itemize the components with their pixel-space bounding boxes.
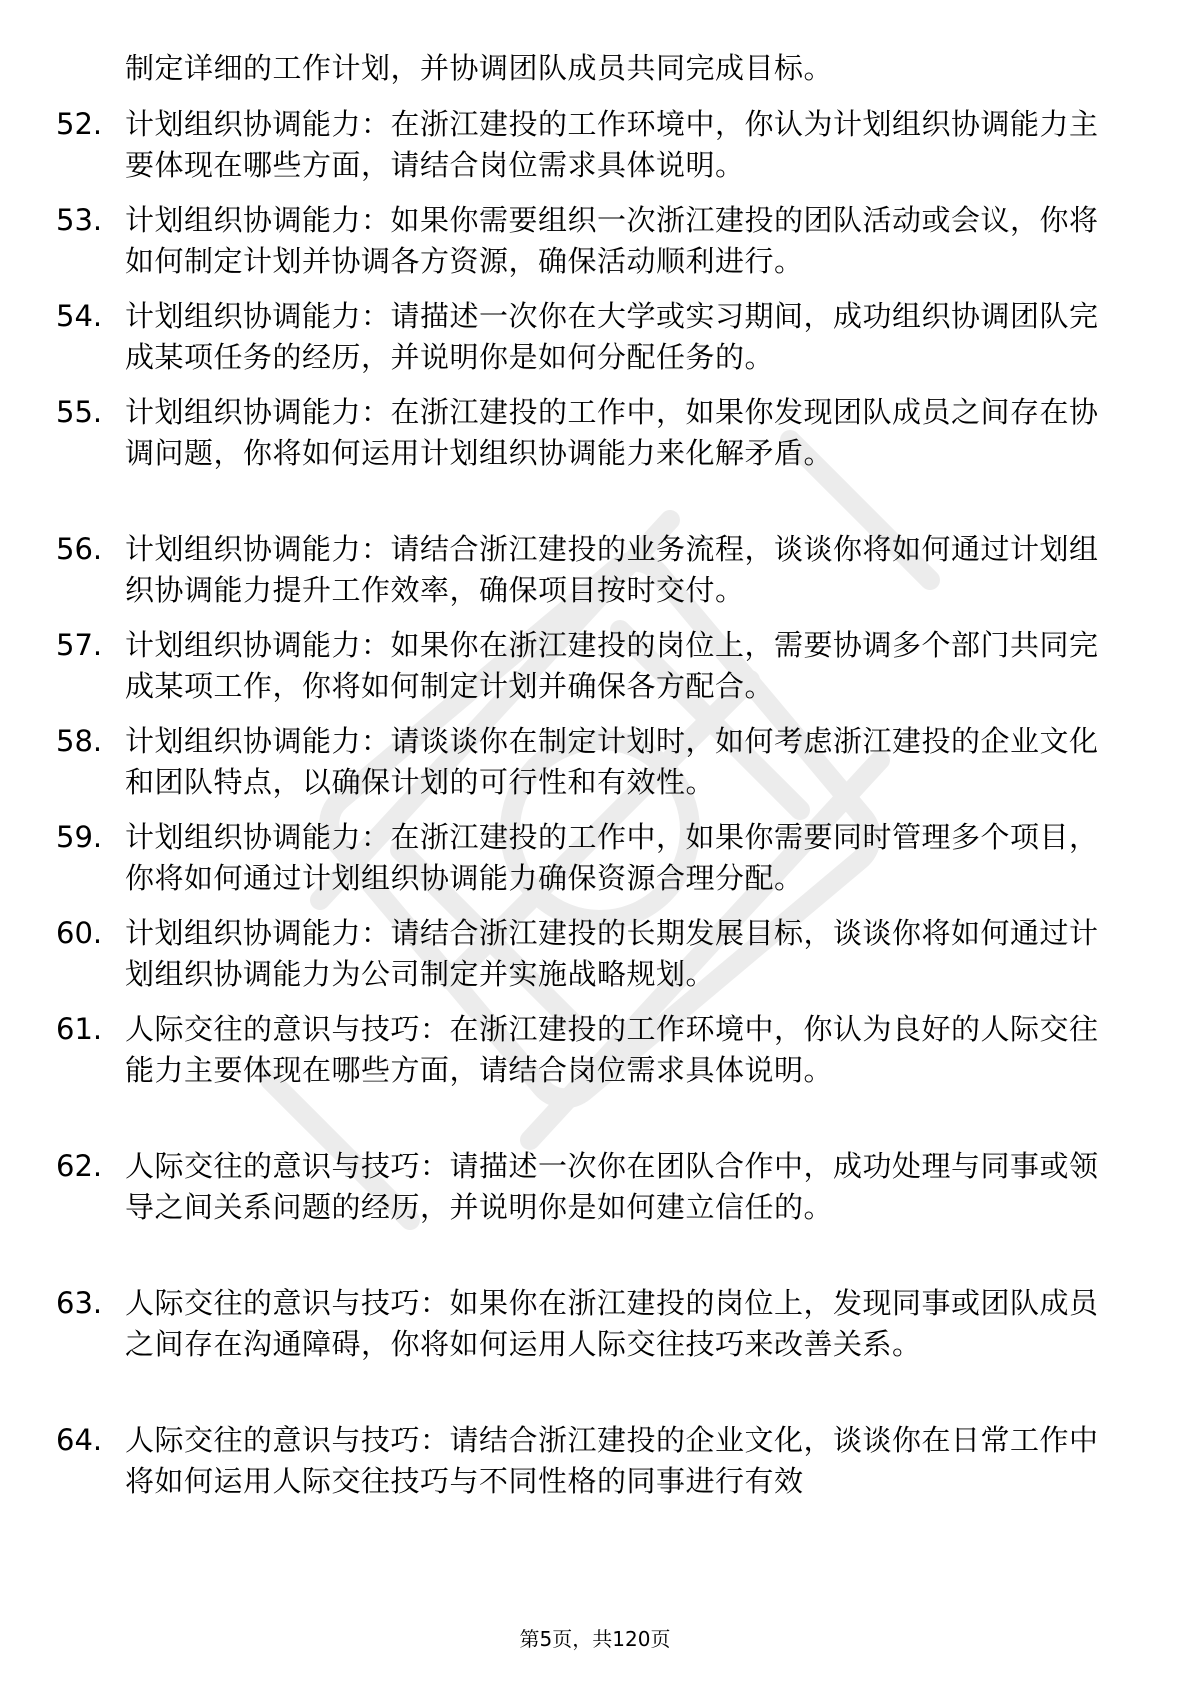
item-number: 61.: [56, 1012, 103, 1046]
item-text: 计划组织协调能力：请结合浙江建投的业务流程，谈谈你将如何通过计划组织协调能力提升工作效率，确保项目按时交付。: [125, 532, 1099, 607]
item-text: 人际交往的意识与技巧：如果你在浙江建投的岗位上，发现同事或团队成员之间存在沟通障碍，你将如何运用人际交往技巧来改善关系。: [125, 1286, 1099, 1361]
item-text: 计划组织协调能力：请结合浙江建投的长期发展目标，谈谈你将如何通过计划组织协调能力为公司制定并实施战略规划。: [125, 916, 1099, 991]
item-number: 54.: [56, 299, 103, 333]
item-number: 55.: [56, 395, 103, 429]
item-text: 人际交往的意识与技巧：请结合浙江建投的企业文化，谈谈你在日常工作中将如何运用人际交往技巧与不同性格的同事进行有效: [125, 1423, 1099, 1498]
item-number: 56.: [56, 532, 103, 566]
item-text: 人际交往的意识与技巧：在浙江建投的工作环境中，你认为良好的人际交往能力主要体现在哪些方面，请结合岗位需求具体说明。: [125, 1012, 1099, 1087]
item-number: 53.: [56, 203, 103, 237]
item-text: 计划组织协调能力：如果你需要组织一次浙江建投的团队活动或会议，你将如何制定计划并协调各方资源，确保活动顺利进行。: [125, 203, 1099, 278]
item-text: 计划组织协调能力：请描述一次你在大学或实习期间，成功组织协调团队完成某项任务的经历，并说明你是如何分配任务的。: [125, 299, 1099, 374]
item-number: 64.: [56, 1423, 103, 1457]
item-number: 60.: [56, 916, 103, 950]
page-number: 第5页，共120页: [519, 1627, 671, 1651]
item-text: 计划组织协调能力：在浙江建投的工作中，如果你需要同时管理多个项目，你将如何通过计划组织协调能力确保资源合理分配。: [125, 820, 1099, 895]
item-number: 52.: [56, 107, 103, 141]
item-text: 计划组织协调能力：如果你在浙江建投的岗位上，需要协调多个部门共同完成某项工作，你将如何制定计划并确保各方配合。: [125, 628, 1099, 703]
item-text: 计划组织协调能力：请谈谈你在制定计划时，如何考虑浙江建投的企业文化和团队特点，以确保计划的可行性和有效性。: [125, 724, 1099, 799]
continuation-text: 制定详细的工作计划，并协调团队成员共同完成目标。: [125, 51, 834, 85]
item-number: 57.: [56, 628, 103, 662]
item-number: 63.: [56, 1286, 103, 1320]
item-text: 计划组织协调能力：在浙江建投的工作中，如果你发现团队成员之间存在协调问题，你将如何运用计划组织协调能力来化解矛盾。: [125, 395, 1099, 470]
item-number: 62.: [56, 1149, 103, 1183]
item-text: 人际交往的意识与技巧：请描述一次你在团队合作中，成功处理与同事或领导之间关系问题的经历，并说明你是如何建立信任的。: [125, 1149, 1099, 1224]
item-number: 58.: [56, 724, 103, 758]
item-text: 计划组织协调能力：在浙江建投的工作环境中，你认为计划组织协调能力主要体现在哪些方面，请结合岗位需求具体说明。: [125, 107, 1099, 182]
item-number: 59.: [56, 820, 103, 854]
